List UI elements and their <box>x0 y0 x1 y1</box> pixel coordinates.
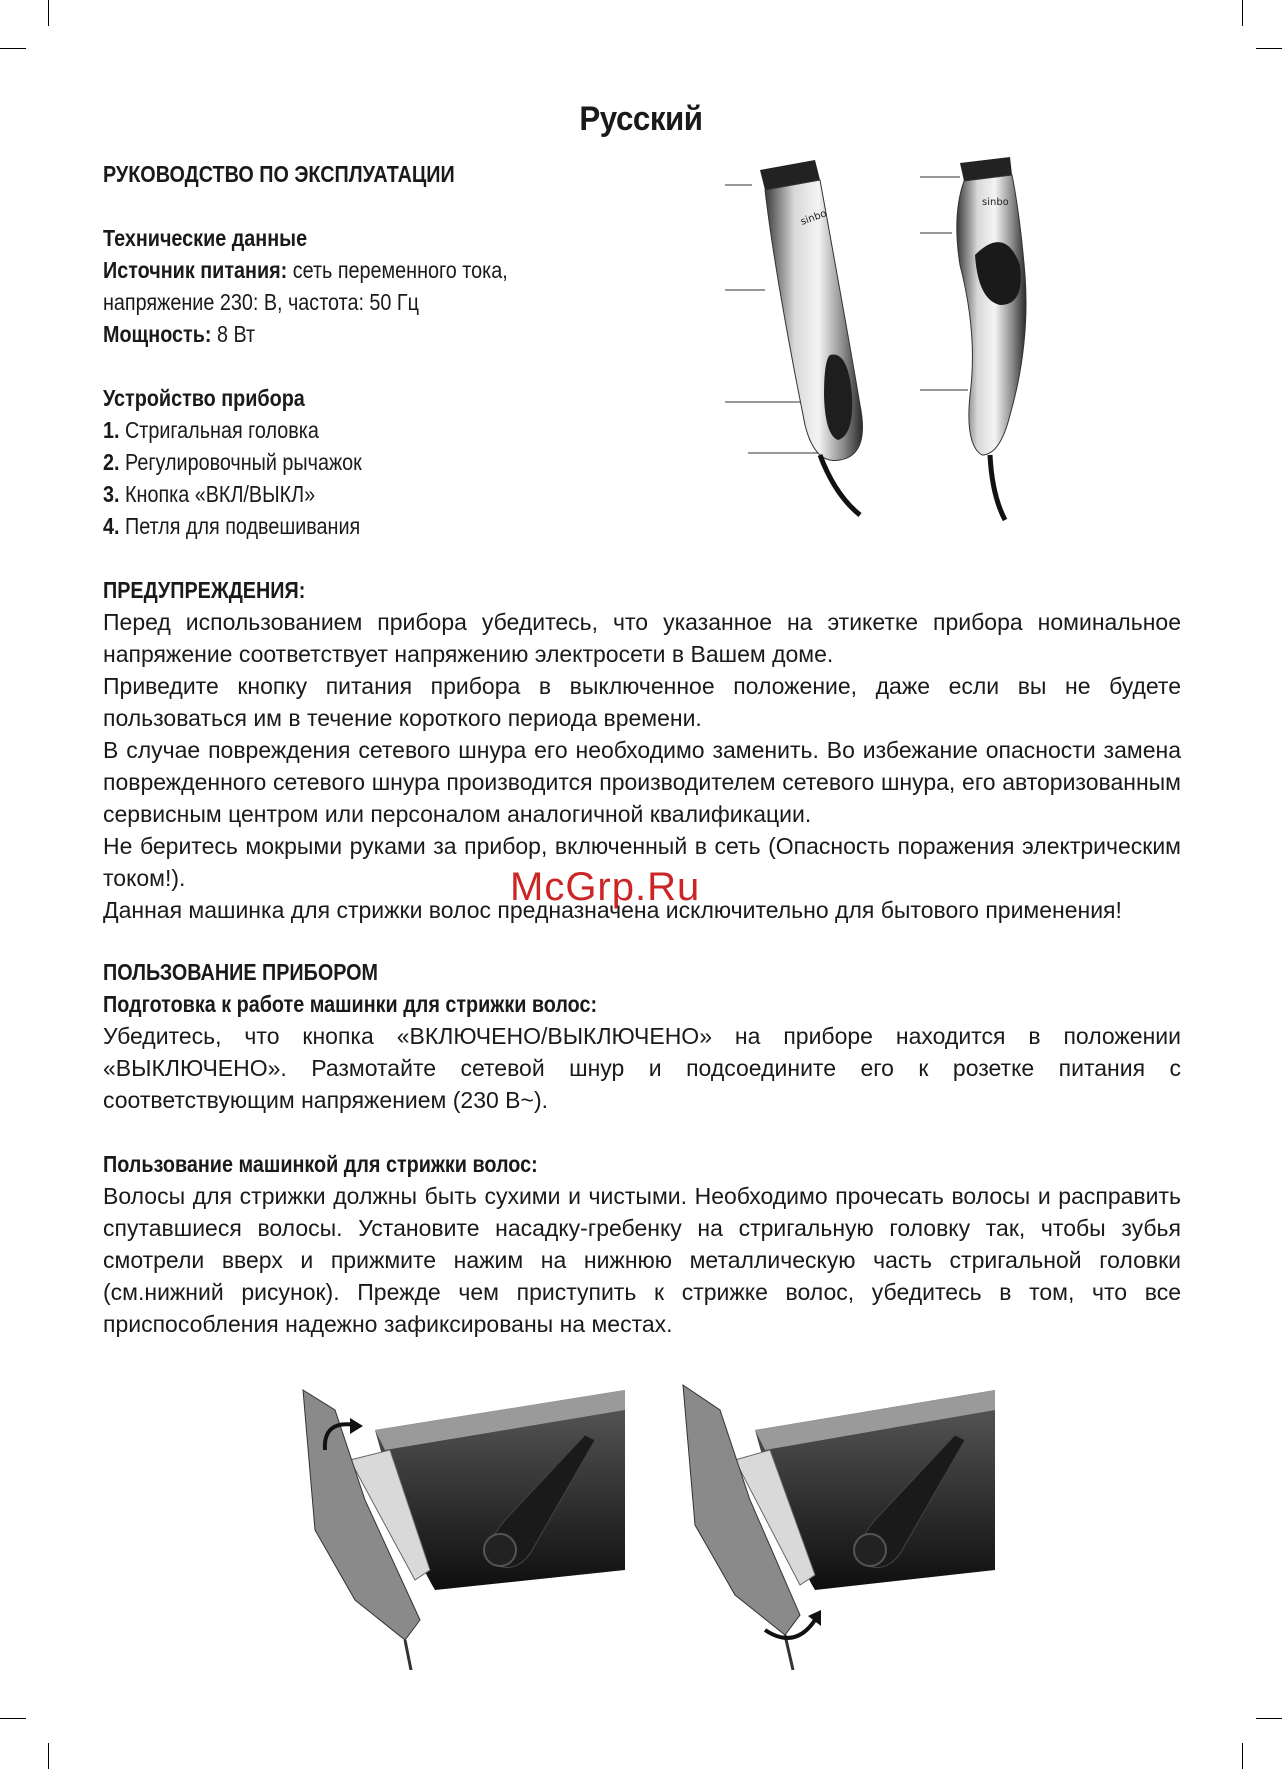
manual-heading-block <box>103 158 512 190</box>
crop-mark <box>1256 48 1282 49</box>
warnings-heading: ПРЕДУПРЕЖДЕНИЯ: <box>103 577 306 603</box>
svg-text:sinbo: sinbo <box>982 197 1009 208</box>
device-item <box>103 414 362 446</box>
device-item-label: Кнопка «ВКЛ/ВЫКЛ» <box>119 481 316 507</box>
device-item <box>103 446 362 478</box>
use-text: Волосы для стрижки должны быть сухими и чистыми. Необходимо прочесать волосы и расправить спутавшиеся волосы. Установите насадку-гребенку на стригальную головку так, чтобы зубья смотрели вверх и прижмите нажим на нижнюю металлическую часть стригальной головки (см.нижний рисунок). Прежде чем приступить к стрижке волос, убедитесь в том, что все приспособления надежно зафиксированы на местах. <box>103 1183 1181 1337</box>
device-item <box>103 510 362 542</box>
usage-heading-block <box>103 956 678 1020</box>
svg-text:sinbo: sinbo <box>799 208 829 228</box>
warning-paragraph: Приведите кнопку питания прибора в выключенное положение, даже если вы не будете пользоваться им в течение короткого периода времени. <box>103 673 1181 731</box>
tech-data-section <box>103 222 574 350</box>
crop-mark <box>1242 1743 1243 1769</box>
power-value-line2: напряжение 230: В, частота: 50 Гц <box>103 289 419 315</box>
watermark: McGrp.Ru <box>510 865 701 909</box>
power-label: Источник питания: <box>103 257 288 283</box>
wattage-label: Мощность: <box>103 321 212 347</box>
tech-heading: Технические данные <box>103 225 308 251</box>
wattage-line <box>103 318 508 350</box>
device-item-label: Петля для подвешивания <box>119 513 361 539</box>
manual-heading: РУКОВОДСТВО ПО ЭКСПЛУАТАЦИИ <box>103 161 455 187</box>
device-item-number: 1. <box>103 417 120 443</box>
power-line <box>103 254 508 286</box>
comb-attach-figure-2 <box>675 1380 1005 1670</box>
warning-paragraph: Перед использованием прибора убедитесь, что указанное на этикетке прибора номинальное напряжение соответствует напряжению электросети в Вашем доме. <box>103 609 1181 667</box>
warnings-heading-block <box>103 574 338 606</box>
crop-mark <box>1256 1718 1282 1719</box>
wattage-value: 8 Вт <box>211 321 256 347</box>
crop-mark <box>48 0 49 26</box>
device-heading: Устройство прибора <box>103 385 305 411</box>
comb-attach-figure-1 <box>295 1380 625 1670</box>
device-item-label: Стригальная головка <box>119 417 319 443</box>
use-heading: Пользование машинкой для стрижки волос: <box>103 1151 538 1177</box>
device-section <box>103 382 404 542</box>
device-item <box>103 478 362 510</box>
warning-paragraph: В случае повреждения сетевого шнура его необходимо заменить. Во избежание опасности замена поврежденного сетевого шнура производится производителем сетевого шнура, его авторизованным сервисным центром или персоналом аналогичной квалификации. <box>103 737 1181 827</box>
device-item-label: Регулировочный рычажок <box>119 449 362 475</box>
hair-clipper-product-image <box>720 155 1065 525</box>
device-item-number: 2. <box>103 449 120 475</box>
crop-mark <box>0 48 26 49</box>
clipper-front-icon <box>760 160 863 515</box>
use-heading-block <box>103 1148 608 1180</box>
device-item-number: 4. <box>103 513 120 539</box>
crop-mark <box>48 1743 49 1769</box>
power-value: сеть переменного тока, <box>287 257 508 283</box>
usage-heading: ПОЛЬЗОВАНИЕ ПРИБОРОМ <box>103 959 379 985</box>
crop-mark <box>0 1718 26 1719</box>
page-title: Русский <box>579 100 703 138</box>
prep-heading: Подготовка к работе машинки для стрижки волос: <box>103 991 598 1017</box>
prep-text: Убедитесь, что кнопка «ВКЛЮЧЕНО/ВЫКЛЮЧЕНО» на приборе находится в положении «ВЫКЛЮЧЕНО». Размотайте сетевой шнур и подсоедините его к розетке питания с соответствующим напряжением (230 В~). <box>103 1023 1181 1113</box>
warning-paragraph: Не беритесь мокрыми руками за прибор, включенный в сеть (Опасность поражения электрическим током!). <box>103 833 1181 891</box>
device-item-number: 3. <box>103 481 120 507</box>
clipper-side-icon <box>957 157 1026 520</box>
crop-mark <box>1242 0 1243 26</box>
warning-paragraph: Данная машинка для стрижки волос предназначена исключительно для бытового применения! <box>103 897 1122 923</box>
